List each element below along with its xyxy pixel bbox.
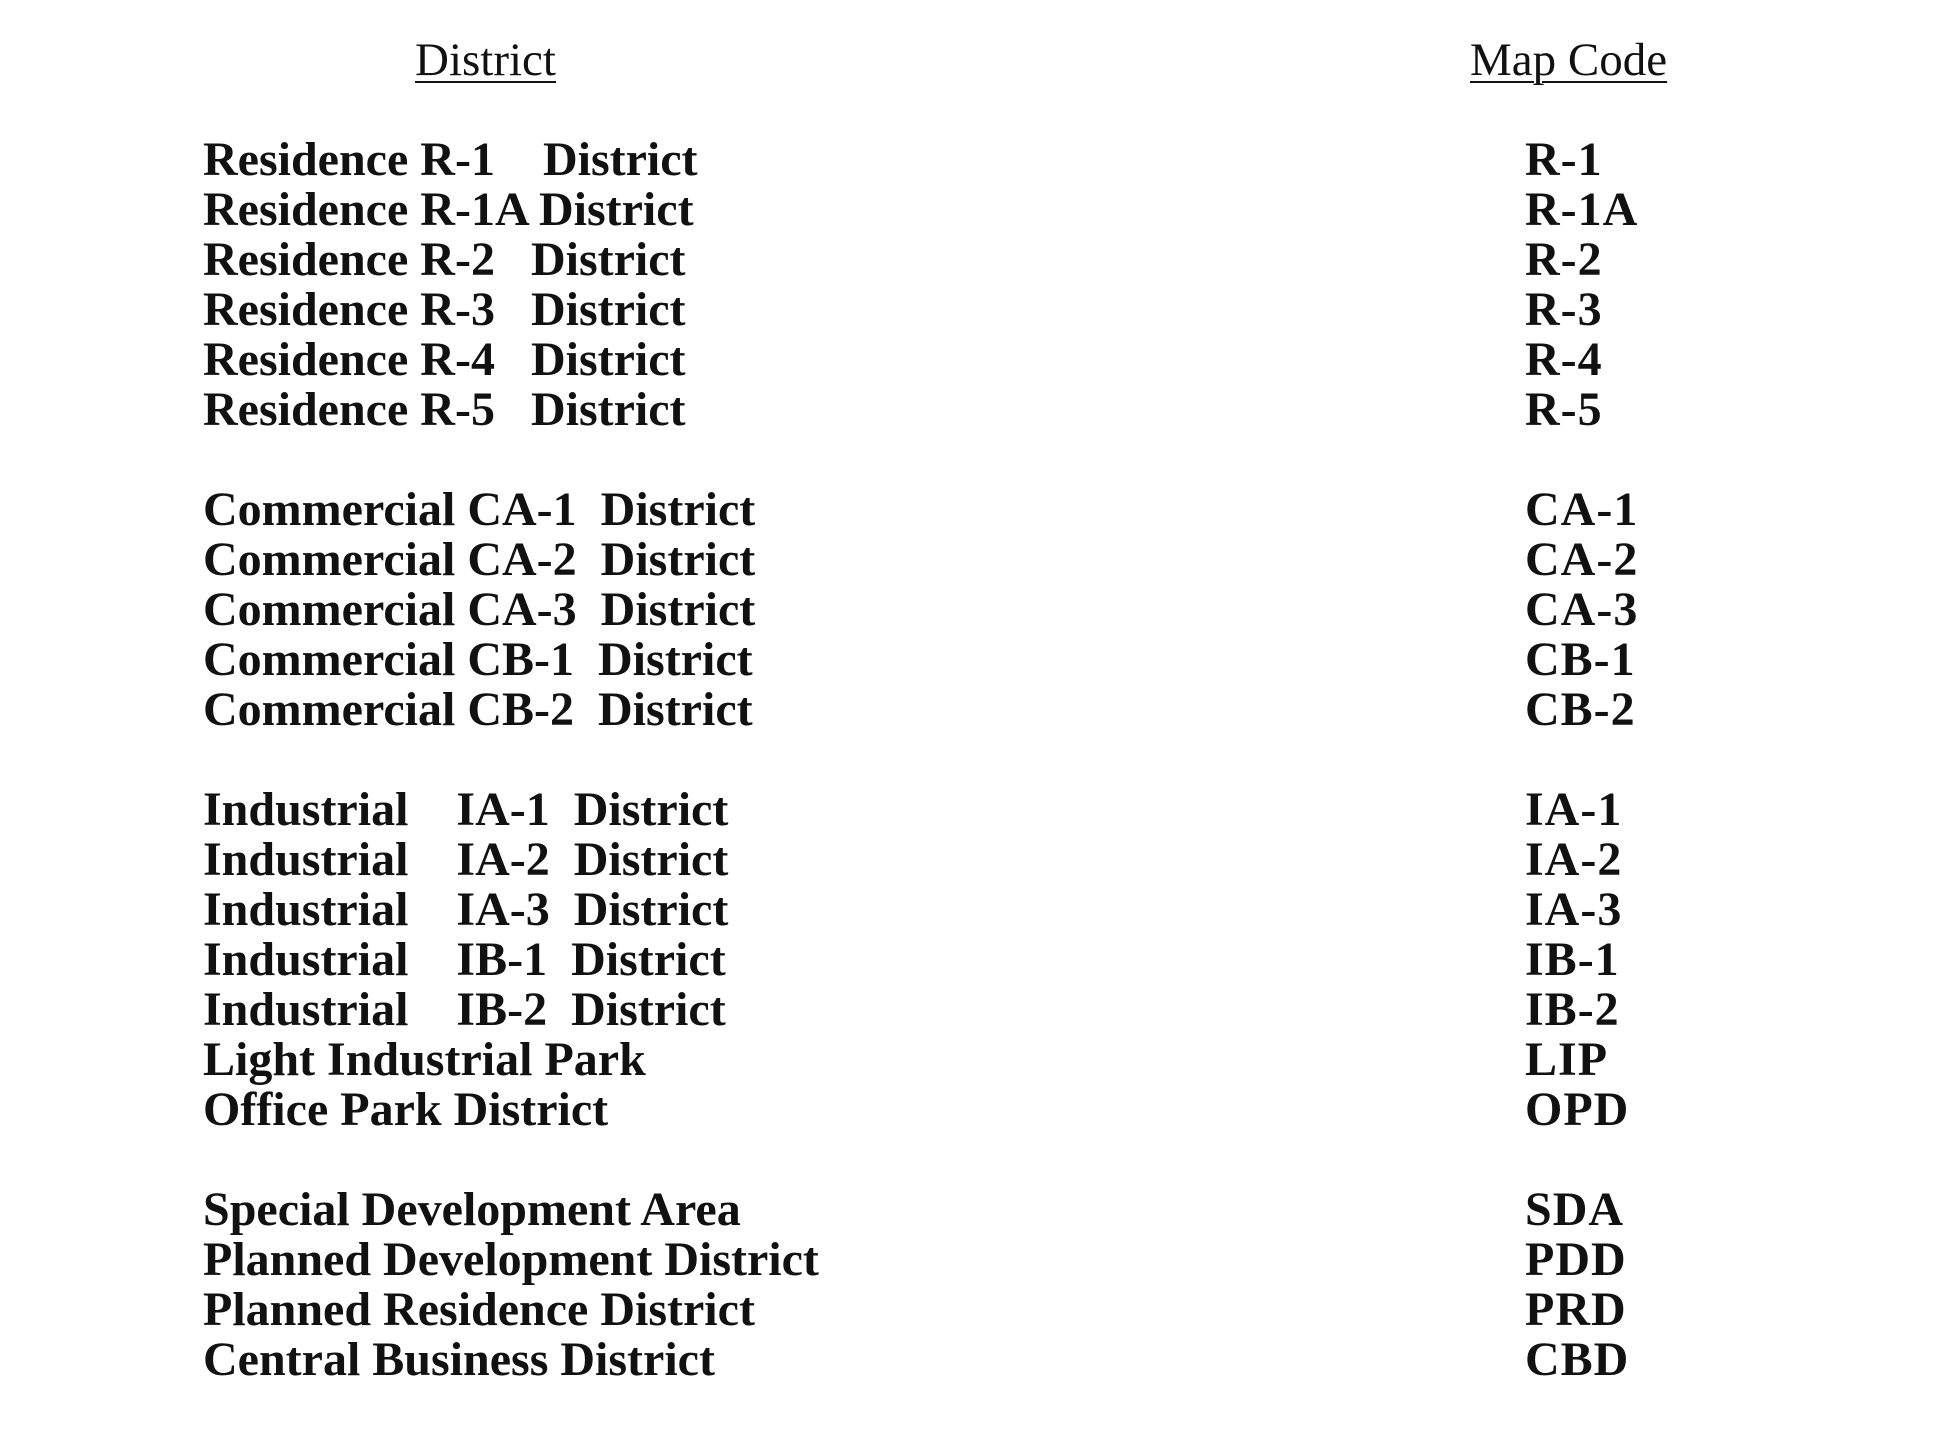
table-row <box>203 1235 1703 1285</box>
map-code: R-1 <box>1525 133 1603 186</box>
map-code: IB-1 <box>1525 933 1620 986</box>
map-code: CA-1 <box>1525 483 1639 536</box>
district-name: Planned Development District <box>203 1233 819 1286</box>
table-row <box>203 135 1703 185</box>
district-name: Industrial IA-2 District <box>203 833 729 886</box>
table-row <box>203 685 1703 735</box>
map-code: IA-3 <box>1525 883 1623 936</box>
table-row <box>203 1185 1703 1235</box>
map-code: CB-2 <box>1525 683 1636 736</box>
map-code: CA-2 <box>1525 533 1639 586</box>
special-districts-group <box>203 1185 1703 1385</box>
table-row <box>203 785 1703 835</box>
table-row <box>203 835 1703 885</box>
map-code: IA-1 <box>1525 783 1623 836</box>
district-column-header: District <box>415 34 556 86</box>
map-code: R-1A <box>1525 183 1639 236</box>
table-row <box>203 1085 1703 1135</box>
district-name: Commercial CB-1 District <box>203 633 753 686</box>
table-row <box>203 235 1703 285</box>
district-name: Residence R-1 District <box>203 133 698 186</box>
table-row <box>203 885 1703 935</box>
map-code: R-5 <box>1525 383 1603 436</box>
map-code: OPD <box>1525 1083 1630 1136</box>
table-row <box>203 385 1703 435</box>
district-name: Industrial IA-1 District <box>203 783 729 836</box>
commercial-districts-group <box>203 485 1703 735</box>
map-code: LIP <box>1525 1033 1609 1086</box>
map-code: R-4 <box>1525 333 1603 386</box>
map-code: CBD <box>1525 1333 1630 1386</box>
district-name: Light Industrial Park <box>203 1033 646 1086</box>
district-name: Commercial CA-1 District <box>203 483 756 536</box>
table-row <box>203 285 1703 335</box>
map-code: CA-3 <box>1525 583 1639 636</box>
table-row <box>203 1035 1703 1085</box>
map-code: R-2 <box>1525 233 1603 286</box>
district-name: Central Business District <box>203 1333 715 1386</box>
table-row <box>203 935 1703 985</box>
district-name: Commercial CA-3 District <box>203 583 756 636</box>
district-map-code-table <box>203 135 1703 1435</box>
map-code: PRD <box>1525 1283 1627 1336</box>
district-name: Residence R-4 District <box>203 333 686 386</box>
table-row <box>203 985 1703 1035</box>
map-code: IA-2 <box>1525 833 1623 886</box>
industrial-districts-group <box>203 785 1703 1135</box>
district-name: Industrial IA-3 District <box>203 883 729 936</box>
table-row <box>203 585 1703 635</box>
district-name: Office Park District <box>203 1083 609 1136</box>
table-row <box>203 185 1703 235</box>
district-name: Residence R-1A District <box>203 183 694 236</box>
map-code: PDD <box>1525 1233 1627 1286</box>
residence-districts-group <box>203 135 1703 435</box>
table-row <box>203 335 1703 385</box>
district-name: Industrial IB-1 District <box>203 933 726 986</box>
district-name: Commercial CA-2 District <box>203 533 756 586</box>
district-name: Commercial CB-2 District <box>203 683 753 736</box>
map-code: IB-2 <box>1525 983 1620 1036</box>
table-row <box>203 1335 1703 1385</box>
district-name: Industrial IB-2 District <box>203 983 726 1036</box>
map-code: SDA <box>1525 1183 1625 1236</box>
table-row <box>203 635 1703 685</box>
table-row <box>203 485 1703 535</box>
table-row <box>203 1285 1703 1335</box>
map-code-column-header: Map Code <box>1470 34 1668 86</box>
district-name: Residence R-2 District <box>203 233 686 286</box>
district-name: Residence R-5 District <box>203 383 686 436</box>
district-name: Special Development Area <box>203 1183 741 1236</box>
table-row <box>203 535 1703 585</box>
map-code: R-3 <box>1525 283 1603 336</box>
map-code: CB-1 <box>1525 633 1636 686</box>
district-name: Planned Residence District <box>203 1283 755 1336</box>
district-name: Residence R-3 District <box>203 283 686 336</box>
